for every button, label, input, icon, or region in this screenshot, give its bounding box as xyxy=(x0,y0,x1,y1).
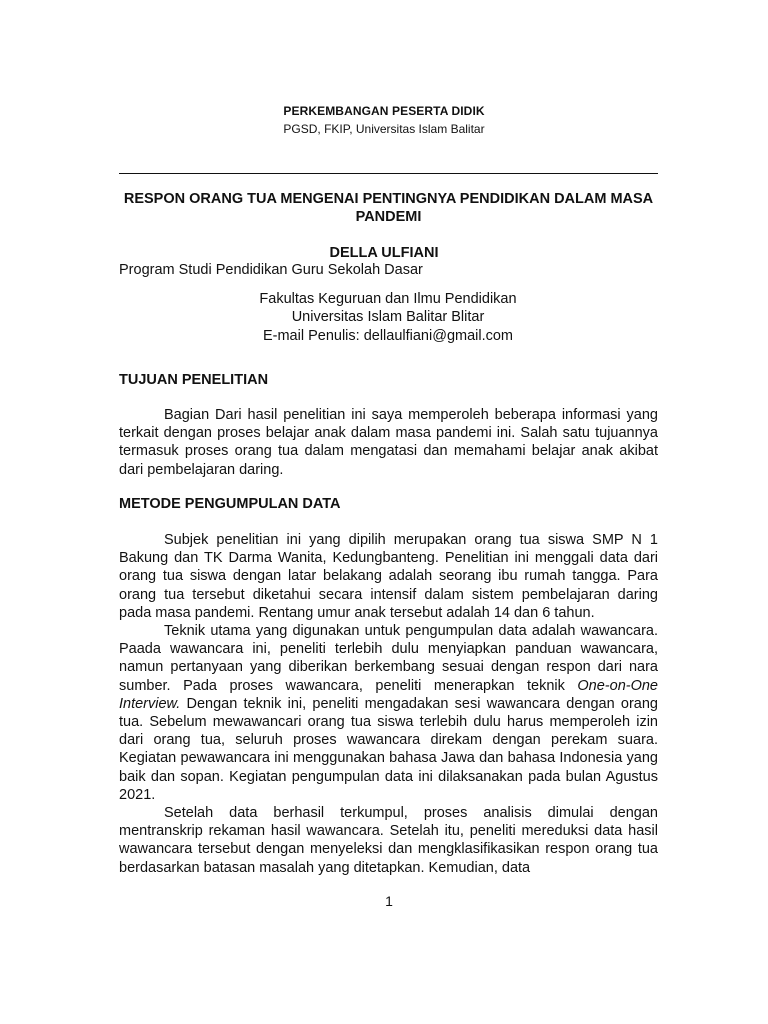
paragraph-text-segment: Dengan teknik ini, peneliti mengadakan sesi wawancara dengan orang tua. Sebelum mewawancari orang tua siswa terlebih dulu harus memperoleh izin dari orang tua, seluruh proses wawancara direkam dengan perekam suara. Kegiatan pewawancara ini menggunakan bahasa Jawa dan bahasa Indonesia yang baik dan sopan. Kegiatan pengumpulan data ini dilaksanakan pada bulan Agustus 2021. xyxy=(119,695,658,803)
section-heading: METODE PENGUMPULAN DATA xyxy=(119,496,341,512)
header-divider xyxy=(119,173,658,174)
section-body xyxy=(119,531,658,877)
page-number: 1 xyxy=(385,893,393,909)
body-paragraph: Setelah data berhasil terkumpul, proses analisis dimulai dengan mentranskrip rekaman hasil wawancara. Setelah itu, peneliti mereduksi data hasil wawancara tersebut dengan menyeleksi dan mengklasifikasikan respon orang tua berdasarkan batasan masalah yang ditetapkan. Kemudian, data xyxy=(119,805,658,876)
author-program: Program Studi Pendidikan Guru Sekolah Dasar xyxy=(119,262,423,278)
author-name: DELLA ULFIANI xyxy=(329,245,439,261)
body-paragraph: Bagian Dari hasil penelitian ini saya memperoleh beberapa informasi yang terkait dengan proses belajar anak dalam masa pandemi ini. Salah satu tujuannya termasuk proses orang tua dalam mengatasi dan memahami belajar anak akibat dari pembelajaran daring. xyxy=(119,407,658,478)
section-body xyxy=(119,406,658,479)
header-affiliation: PGSD, FKIP, Universitas Islam Balitar xyxy=(283,122,485,136)
body-paragraph: Subjek penelitian ini yang dipilih merupakan orang tua siswa SMP N 1 Bakung dan TK Darma Wanita, Kedungbanteng. Penelitian ini menggali data dari orang tua siswa dengan latar belakang adalah seorang ibu rumah tangga. Para orang tua tersebut diketahui secara intensif dalam sistem pembelajaran daring pada masa pandemi. Rentang umur anak tersebut adalah 14 dan 6 tahun. xyxy=(119,532,658,621)
author-affiliation-block xyxy=(0,290,768,345)
paragraph-text-segment: Teknik utama yang digunakan untuk pengumpulan data adalah wawancara. Paada wawancara ini, peneliti terlebih dulu menyiapkan panduan wawancara, namun pertanyaan yang diberikan berkembang sesuai dengan respon dari nara sumber. Pada proses wawancara, peneliti menerapkan teknik xyxy=(119,623,658,694)
body-paragraph xyxy=(119,622,658,804)
italic-term: One-on-One Interview. xyxy=(119,677,658,712)
section-heading: TUJUAN PENELITIAN xyxy=(119,372,269,388)
author-university: Universitas Islam Balitar Blitar xyxy=(291,309,485,326)
author-faculty: Fakultas Keguruan dan Ilmu Pendidikan xyxy=(259,291,517,307)
article-title: RESPON ORANG TUA MENGENAI PENTINGNYA PENDIDIKAN DALAM MASA PANDEMI xyxy=(123,191,654,225)
author-email: E-mail Penulis: dellaulfiani@gmail.com xyxy=(262,327,514,344)
header-course-title: PERKEMBANGAN PESERTA DIDIK xyxy=(283,104,485,118)
